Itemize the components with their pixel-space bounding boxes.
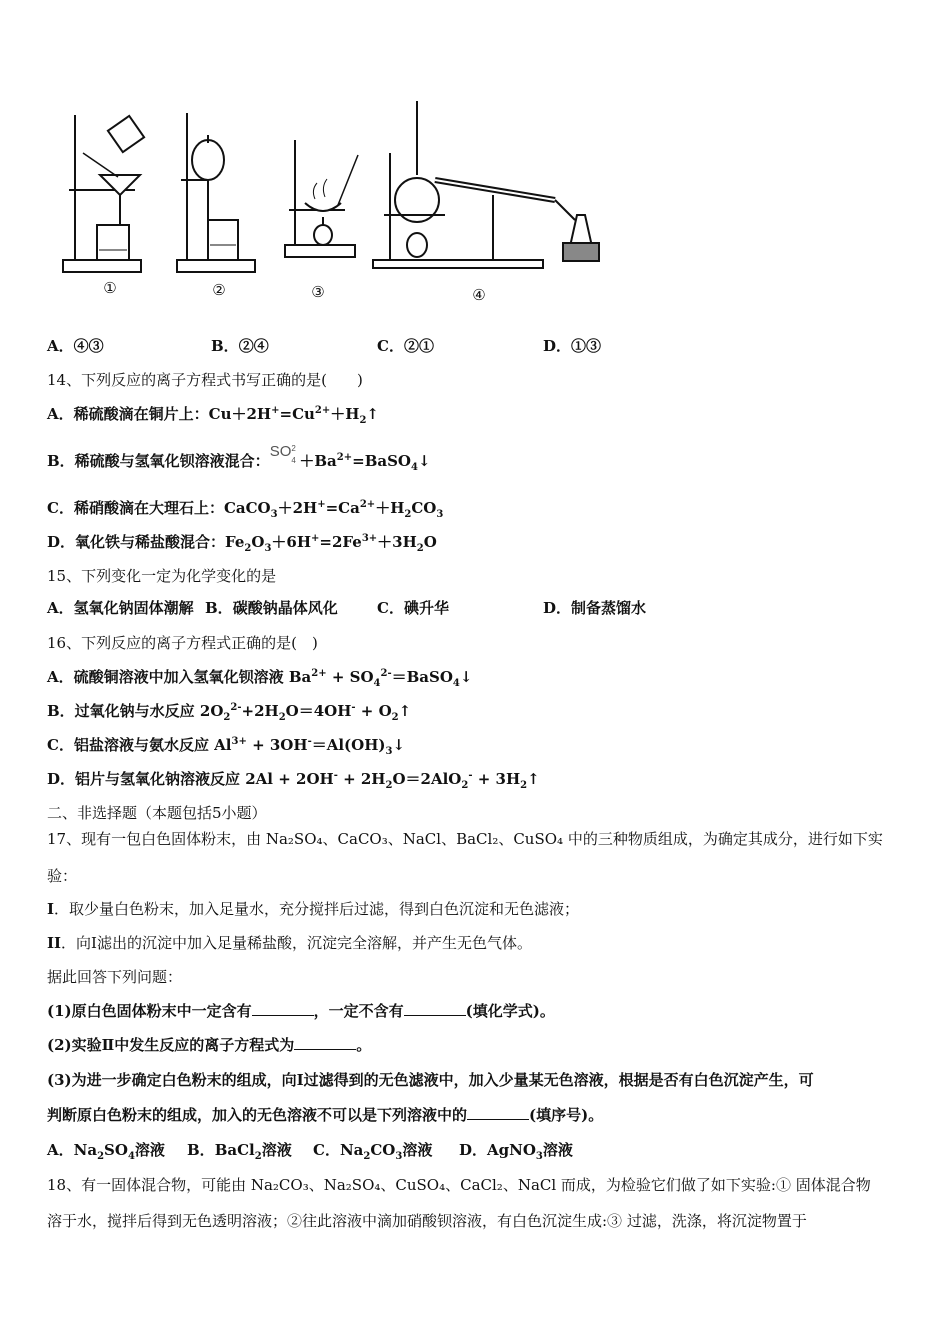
q16-stem: 16、下列反应的离子方程式正确的是( ) xyxy=(47,634,318,652)
q16-option-a: A．硫酸铜溶液中加入氢氧化钡溶液 $Ba^{2+}$ + $SO_4^{2-}=BaSO_4↓$ xyxy=(47,668,473,689)
q15-option-c: 碘升华 xyxy=(403,599,449,617)
answer-blank-3[interactable] xyxy=(294,1035,356,1050)
q18-line2: 溶于水，搅拌后得到无色透明溶液；②往此溶液中滴加硝酸钡溶液，有白色沉淀生成:③ 过滤，洗涤，将沉淀物置于 xyxy=(47,1212,807,1230)
q16-option-d: D．铝片与氢氧化钠溶液反应 $2Al + 2OH^- + 2H_2O=2AlO_2^-$ + $3H_2↑$ xyxy=(47,770,540,791)
section-heading: 二、非选择题（本题包括5小题） xyxy=(47,804,267,822)
q14-option-b: B．稀硫酸与氢氧化钡溶液混合：SO 2 4 $+Ba^{2+}=BaSO_4↓$ xyxy=(47,443,431,473)
q15-option-d: 制备蒸馏水 xyxy=(571,599,647,617)
q13-option-a: ④③ xyxy=(73,337,104,355)
q17-option-d: 溶液 xyxy=(542,1141,573,1159)
q13-options xyxy=(47,336,647,356)
q17-step2: II．向Ⅰ滤出的沉淀中加入足量稀盐酸，沉淀完全溶解，并产生无色气体。 xyxy=(47,934,532,952)
q13-option-c-letter: C． xyxy=(377,337,404,355)
figure-label-4: ④ xyxy=(472,286,486,304)
q17-option-b: 溶液 xyxy=(261,1141,292,1159)
q17-part3-line2: 判断原白色粉末的组成，加入的无色溶液不可以是下列溶液中的 (填序号)。 xyxy=(47,1106,604,1124)
q15-option-b: 碳酸钠晶体风化 xyxy=(232,599,338,617)
answer-blank-2[interactable] xyxy=(404,1001,466,1016)
figure-label-2: ② xyxy=(212,281,226,299)
q17-part1: (1)原白色固体粉末中一定含有 ，一定不含有 (填化学式)。 xyxy=(47,1002,555,1020)
filtration-apparatus xyxy=(63,115,144,272)
q15-stem: 15、下列变化一定为化学变化的是 xyxy=(47,567,277,585)
answer-blank-1[interactable] xyxy=(252,1001,314,1016)
q17-stem-line1: 17、现有一包白色固体粉末，由 Na₂SO₄、CaCO₃、NaCl、BaCl₂、CuSO₄ 中的三种物质组成，为确定其成分，进行如下实 xyxy=(47,830,883,848)
q13-option-c: ②① xyxy=(403,337,434,355)
q13-option-b-letter: B． xyxy=(211,337,239,355)
q16-option-b: B．过氧化钠与水反应 $2O_2^{2-}+2H_2O=4OH^-$ + $O_2↑$ xyxy=(47,702,412,723)
q14-stem: 14、下列反应的离子方程式书写正确的是( ) xyxy=(47,371,363,389)
apparatus-figure xyxy=(55,95,605,310)
q17-stem-line2: 验： xyxy=(47,867,78,885)
answer-blank-4[interactable] xyxy=(467,1105,529,1120)
q17-part2: (2)实验Ⅱ中发生反应的离子方程式为 。 xyxy=(47,1036,372,1054)
distillation-apparatus xyxy=(373,101,599,268)
q15-option-a: 氢氧化钠固体潮解 xyxy=(73,599,194,617)
q15-options: A．氢氧化钠固体潮解 B．碳酸钠晶体风化 C．碘升华 D．制备蒸馏水 xyxy=(47,599,647,617)
figure-label-1: ① xyxy=(103,279,117,297)
separatory-funnel-apparatus xyxy=(177,113,255,272)
figure-label-3: ③ xyxy=(311,283,325,301)
q18-line1: 18、有一固体混合物，可能由 Na₂CO₃、Na₂SO₄、CuSO₄、CaCl₂、NaCl 而成，为检验它们做了如下实验:① 固体混合物 xyxy=(47,1176,871,1194)
q14-option-a: A．稀硫酸滴在铜片上：$Cu+2H^+=Cu^{2+}+H_2↑$ xyxy=(47,405,379,426)
evaporation-apparatus xyxy=(285,140,358,257)
q17-option-a: 溶液 xyxy=(134,1141,165,1159)
q17-ask: 据此回答下列问题： xyxy=(47,968,183,986)
q13-option-a-letter: A． xyxy=(47,337,74,355)
q14-option-c: C．稀硝酸滴在大理石上：$CaCO_3+2H^+=Ca^{2+}+H_2CO_3$ xyxy=(47,499,444,520)
q13-option-d: ①③ xyxy=(571,337,602,355)
q17-option-c: 溶液 xyxy=(402,1141,433,1159)
q13-option-b: ②④ xyxy=(238,337,269,355)
q17-options: A．$Na_2SO_4$溶液 B．BaCl$_2$溶液 C．$Na_2CO_3$溶液 D．AgNO$_3$溶液 xyxy=(47,1141,573,1162)
q16-option-c: C．铝盐溶液与氨水反应 $Al^{3+}$ + $3OH^-=Al(OH)_3↓$ xyxy=(47,736,406,757)
sulfate-ion-image: SO 2 4 xyxy=(269,443,296,465)
q17-part3-line1: (3)为进一步确定白色粉末的组成，向Ⅰ过滤得到的无色滤液中，加入少量某无色溶液，根据是否有白色沉淀产生，可 xyxy=(47,1071,814,1089)
q13-option-d-letter: D． xyxy=(543,337,572,355)
q14-option-d: D．氧化铁与稀盐酸混合：$Fe_2O_3+6H^+=2Fe^{3+}+3H_2O$ xyxy=(47,533,437,554)
q17-step1: I．取少量白色粉末，加入足量水，充分搅拌后过滤，得到白色沉淀和无色滤液； xyxy=(47,900,580,918)
